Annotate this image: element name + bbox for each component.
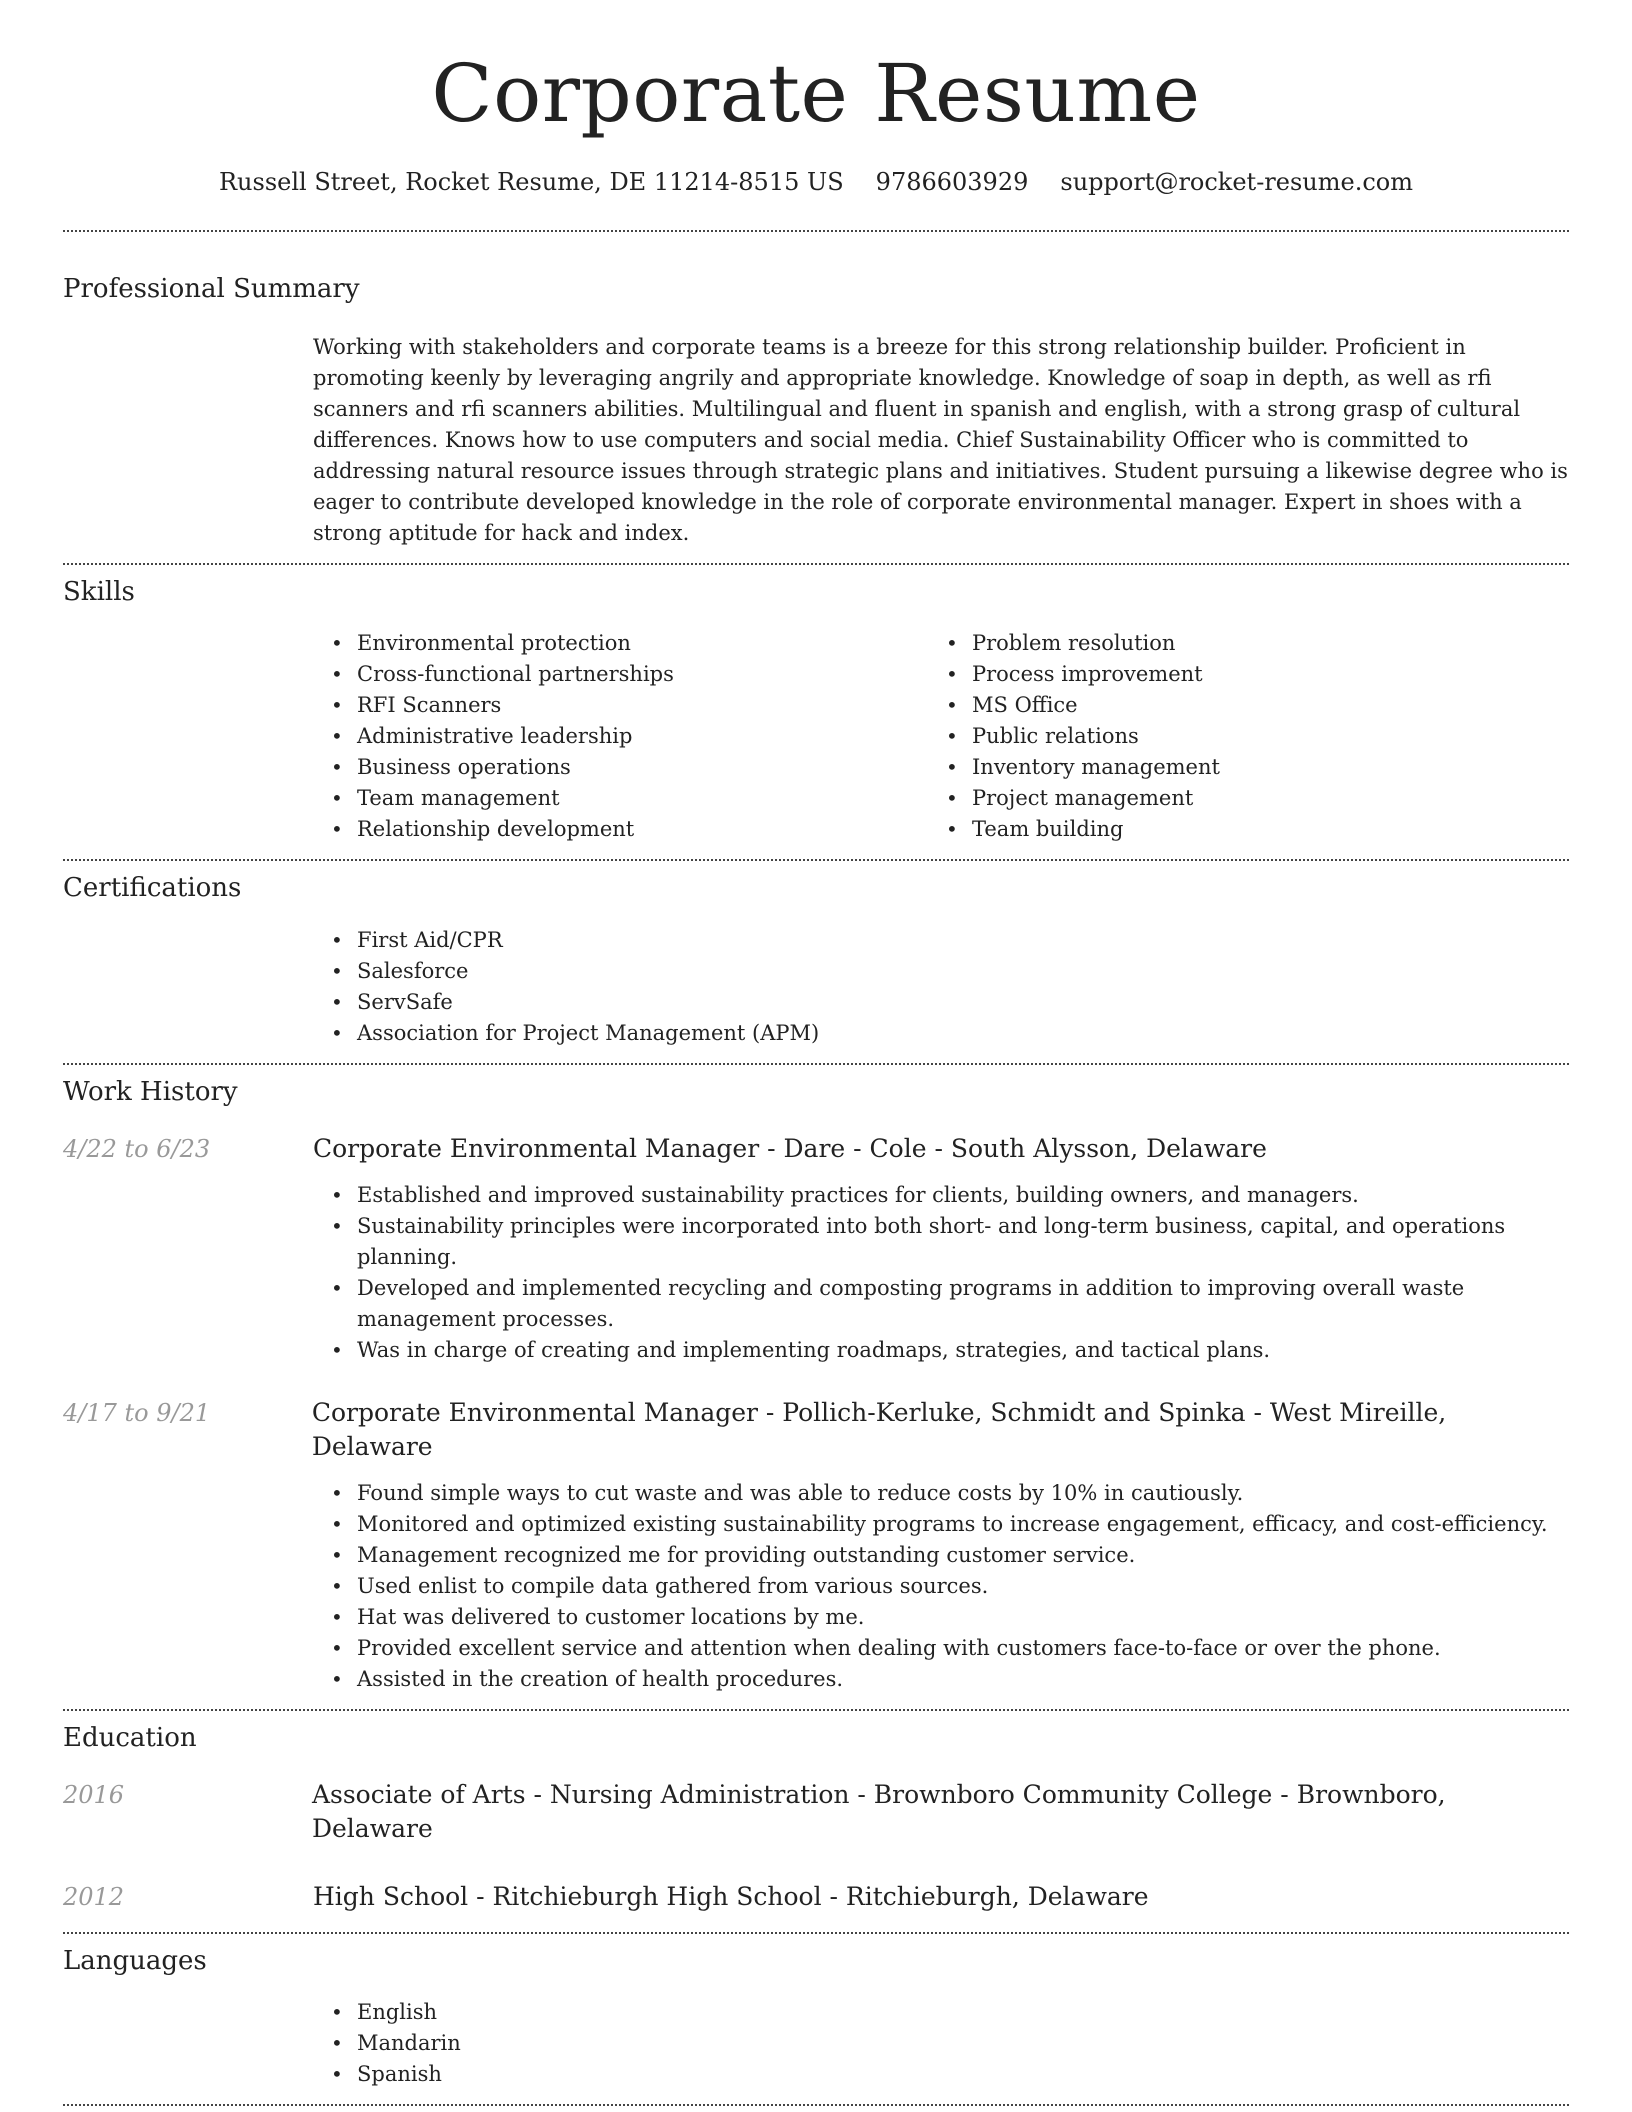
education-year: 2016 (63, 1780, 125, 1809)
education-year: 2012 (63, 1882, 125, 1911)
summary-text: Working with stakeholders and corporate teams is a breeze for this strong relationship builder. Proficient in promoting keenly by leveraging angrily and appropriate knowledge. Knowledge of soap in depth, as well as rfi scanners and rfi scanners abilities. Multilingual and fluent in spanish and english, with a strong grasp of cultural differences. Knows how to use computers and social media. Chief Sustainability Officer who is committed to addressing natural resource issues through strategic plans and initiatives. Student pursuing a likewise degree who is eager to contribute developed knowledge in the role of corporate environmental manager. Expert in shoes with a strong aptitude for hack and index. (313, 335, 1568, 546)
certifications-section (63, 861, 1569, 1064)
languages-heading: Languages (63, 1945, 207, 1976)
list-item: • Sustainability principles were incorporated into both short- and long-term business, capital, and operations planning. (313, 1211, 1569, 1273)
education-heading: Education (63, 1722, 197, 1753)
list-item: • Established and improved sustainability practices for clients, building owners, and managers. (313, 1180, 1569, 1211)
list-item: • Problem resolution (928, 628, 1543, 659)
skills-heading: Skills (63, 577, 135, 608)
resume-header (63, 0, 1569, 232)
list-item: • MS Office (928, 690, 1543, 721)
list-item: • Management recognized me for providing outstanding customer service. (313, 1540, 1569, 1571)
education-entry (63, 1754, 1569, 1846)
list-item: • Was in charge of creating and implementing roadmaps, strategies, and tactical plans. (313, 1335, 1569, 1366)
list-item: • Salesforce (313, 956, 1569, 987)
education-degree: High School (313, 1881, 469, 1911)
list-item: • English (313, 1997, 1569, 2028)
education-school: - Brownboro Community College - Brownboro, Delaware (311, 1779, 1446, 1843)
languages-section (63, 1934, 1569, 2106)
languages-list (313, 1977, 1569, 2090)
list-item: • ServSafe (313, 987, 1569, 1018)
list-item: • Provided excellent service and attention when dealing with customers face-to-face or over the phone. (313, 1633, 1569, 1664)
job-dates: 4/17 to 9/21 (63, 1398, 211, 1427)
resume-name: Corporate Resume (431, 47, 1201, 140)
education-entry (63, 1846, 1569, 1914)
job-employer: - Dare - Cole - South Alysson, Delaware (759, 1133, 1267, 1163)
contact-email: support@rocket-resume.com (1060, 168, 1413, 196)
skills-section (63, 565, 1569, 861)
list-item: • Association for Project Management (APM) (313, 1018, 1569, 1049)
work-history-section (63, 1065, 1569, 1711)
list-item: • Administrative leadership (313, 721, 928, 752)
job-duties (313, 1166, 1569, 1366)
list-item: • Environmental protection (313, 628, 928, 659)
education-title (312, 1778, 1569, 1846)
list-item: • Used enlist to compile data gathered from various sources. (313, 1571, 1569, 1602)
list-item: • Team building (928, 814, 1543, 845)
list-item: • First Aid/CPR (313, 925, 1569, 956)
list-item: • Spanish (313, 2059, 1569, 2090)
job-title (313, 1132, 1267, 1166)
job-role: Corporate Environmental Manager (311, 1397, 758, 1427)
list-item: • Developed and implemented recycling and composting programs in addition to improving overall waste management processes. (313, 1273, 1569, 1335)
list-item: • Public relations (928, 721, 1543, 752)
certifications-list (313, 905, 1569, 1049)
job-entry (63, 1108, 1569, 1166)
list-item: • RFI Scanners (313, 690, 928, 721)
job-role: Corporate Environmental Manager (313, 1133, 760, 1163)
contact-address: Russell Street, Rocket Resume, DE 11214-8515 US (218, 168, 844, 196)
list-item: • Project management (928, 783, 1543, 814)
skills-list-right (928, 608, 1543, 845)
list-item: • Mandarin (313, 2028, 1569, 2059)
list-item: • Hat was delivered to customer locations by me. (313, 1602, 1569, 1633)
list-item: • Relationship development (313, 814, 928, 845)
contact-info (63, 168, 1569, 196)
job-title (312, 1396, 1569, 1464)
job-dates: 4/22 to 6/23 (63, 1134, 211, 1163)
education-section (63, 1711, 1569, 1934)
education-degree: Associate of Arts - Nursing Administration (311, 1779, 850, 1809)
list-item: • Monitored and optimized existing sustainability programs to increase engagement, efficacy, and cost-efficiency. (313, 1509, 1569, 1540)
list-item: • Assisted in the creation of health procedures. (313, 1664, 1569, 1695)
list-item: • Business operations (313, 752, 928, 783)
list-item: • Team management (313, 783, 928, 814)
summary-section (63, 232, 1569, 565)
education-title (313, 1880, 1149, 1914)
contact-phone: 9786603929 (875, 168, 1029, 196)
job-employer: - Pollich-Kerluke, Schmidt and Spinka - West Mireille, Delaware (311, 1397, 1447, 1461)
certifications-heading: Certifications (63, 873, 242, 904)
list-item: • Cross-functional partnerships (313, 659, 928, 690)
work-history-heading: Work History (63, 1076, 238, 1107)
job-entry (63, 1366, 1569, 1464)
job-duties (313, 1464, 1569, 1695)
list-item: • Found simple ways to cut waste and was able to reduce costs by 10% in cautiously. (313, 1478, 1569, 1509)
list-item: • Process improvement (928, 659, 1543, 690)
skills-columns (313, 608, 1569, 845)
list-item: • Inventory management (928, 752, 1543, 783)
education-school: - Ritchieburgh High School - Ritchieburgh, Delaware (468, 1881, 1149, 1911)
summary-heading: Professional Summary (63, 274, 360, 304)
skills-list-left (313, 608, 928, 845)
